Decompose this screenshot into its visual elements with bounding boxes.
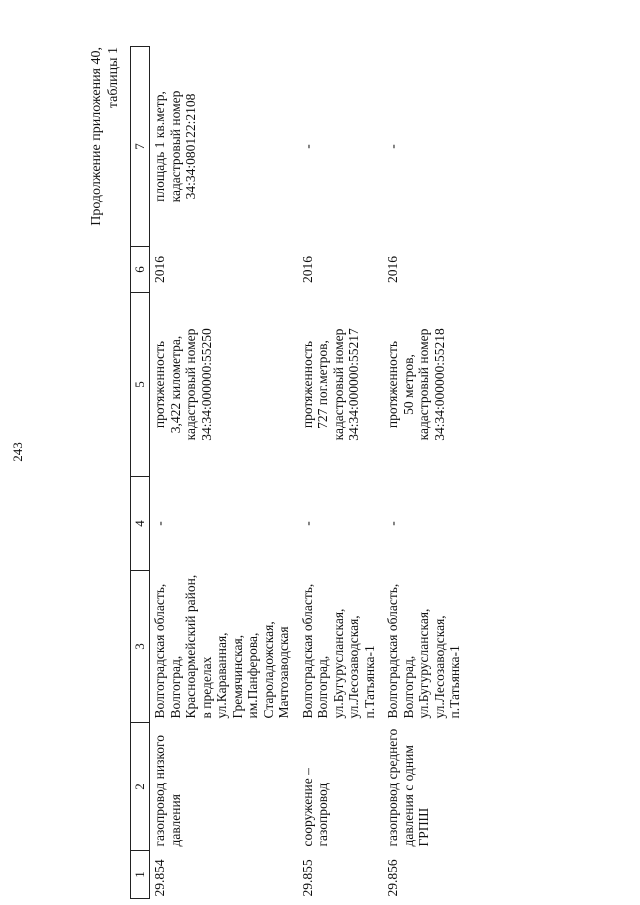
object-parameters (150, 293, 298, 477)
parameter-line: 50 метров, (400, 354, 416, 415)
parameter-line: протяженность (152, 340, 167, 429)
address-line: Волгоградская область, (152, 583, 167, 719)
object-name (298, 723, 384, 851)
row-number: 29.856 (385, 859, 400, 897)
caption-line-1: Продолжение приложения 40, (89, 47, 104, 226)
column-7-value (298, 47, 384, 247)
column-7-line: 34:34:080122:2108 (183, 93, 198, 200)
column-4-value: - (299, 521, 315, 526)
parameter-line: 34:34:000000:55217 (346, 328, 361, 441)
object-name-line: газопровод низкого (152, 734, 167, 847)
address-line: п.Татьянка-1 (361, 645, 377, 719)
parameter-line: 3,422 километра, (167, 335, 183, 434)
column-7-line: кадастровый номер (167, 90, 183, 203)
table-header (131, 47, 150, 899)
column-4-value: - (152, 521, 167, 526)
parameter-line: кадастровый номер (416, 328, 431, 441)
column-header-3: 3 (131, 571, 150, 723)
address-line: Волгоград, (167, 655, 183, 719)
column-header-5: 5 (131, 293, 150, 477)
address-line: Волгоград, (315, 655, 330, 719)
parameter-line: кадастровый номер (183, 328, 198, 441)
object-name-line: сооружение – (299, 768, 315, 847)
column-header-6: 6 (131, 247, 150, 293)
column-header-7: 7 (131, 47, 150, 247)
object-name-line: давления с одним (400, 745, 416, 847)
address-line: Гремячинская, (229, 634, 245, 719)
object-name-line: газопровод среднего (385, 728, 400, 847)
object-address (298, 571, 384, 723)
object-name (383, 723, 469, 851)
object-name-line: ГРПШ (416, 807, 431, 847)
object-address (383, 571, 469, 723)
object-name-line: давления (167, 794, 183, 847)
parameter-line: протяженность (385, 340, 400, 429)
year-value: 2016 (152, 256, 167, 283)
parameter-line: 34:34:000000:55250 (198, 328, 214, 441)
parameter-line: кадастровый номер (330, 328, 346, 441)
address-line: ул.Бугурусланская, (416, 608, 431, 719)
table-row (383, 47, 469, 899)
address-line: ул.Караванная, (214, 632, 229, 719)
column-header-1: 1 (131, 851, 150, 899)
parameter-line: 727 пог.метров, (315, 340, 330, 429)
address-line: ул.Лесозаводская, (431, 615, 447, 719)
column-header-2: 2 (131, 723, 150, 851)
column-7-value (150, 47, 298, 247)
address-line: Волгоградская область, (385, 583, 400, 719)
address-line: в пределах (198, 656, 214, 719)
column-7-value (383, 47, 469, 247)
object-parameters (383, 293, 469, 477)
address-line: Волгоград, (400, 655, 416, 719)
object-name-line: газопровод (315, 782, 330, 847)
column-7-line: площадь 1 кв.метр, (152, 91, 167, 202)
row-number: 29.855 (299, 859, 315, 897)
year-value: 2016 (385, 256, 400, 283)
object-address (150, 571, 298, 723)
address-line: Мачтозаводская (276, 626, 291, 719)
address-line: Староладожская, (260, 621, 276, 719)
table-body (150, 47, 469, 899)
address-line: ул.Бугурусланская, (330, 608, 346, 719)
address-line: ул.Лесозаводская, (346, 615, 361, 719)
data-table (130, 46, 469, 899)
rotated-page-content (88, 47, 608, 899)
column-header-4: 4 (131, 477, 150, 571)
address-line: Красноармейский район, (183, 574, 198, 719)
object-parameters (298, 293, 384, 477)
table-caption (88, 47, 122, 226)
year-value: 2016 (299, 256, 315, 283)
address-line: Волгоградская область, (299, 583, 315, 719)
caption-line-2: таблицы 1 (106, 47, 121, 109)
address-line: п.Татьянка-1 (447, 645, 462, 719)
table-row (298, 47, 384, 899)
row-number: 29.854 (152, 859, 167, 897)
header-row (131, 47, 150, 899)
column-7-line: - (299, 144, 315, 149)
column-7-line: - (385, 144, 400, 149)
parameter-line: 34:34:000000:55218 (431, 328, 447, 441)
page-number: 243 (10, 442, 25, 462)
object-name (150, 723, 298, 851)
address-line: им.Панферова, (245, 632, 260, 719)
column-4-value: - (385, 521, 400, 526)
table-row (150, 47, 298, 899)
parameter-line: протяженность (299, 340, 315, 429)
